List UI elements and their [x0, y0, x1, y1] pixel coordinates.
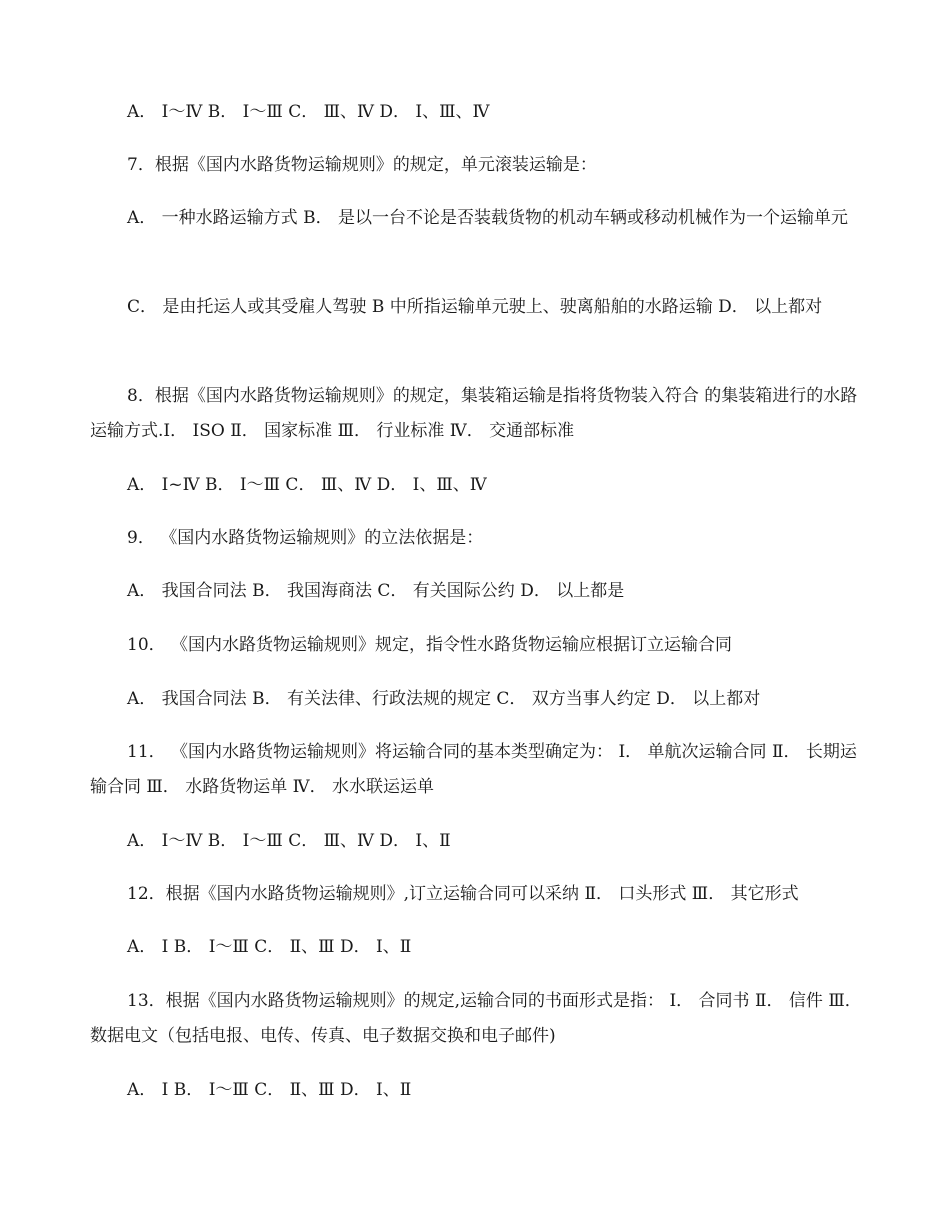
- question-13: 13．根据《国内水路货物运输规则》的规定,运输合同的书面形式是指： Ⅰ． 合同书 Ⅱ． 信件 Ⅲ． 数据电文（包括电报、电传、传真、电子数据交换和电子邮件): [90, 991, 862, 1046]
- question-7: 7．根据《国内水路货物运输规则》的规定，单元滚装运输是：: [127, 155, 597, 175]
- answer-options-12: A． Ⅰ B． Ⅰ～Ⅲ C． Ⅱ、Ⅲ D． Ⅰ、Ⅱ: [127, 937, 412, 957]
- answer-options-10: A． 我国合同法 B． 有关法律、行政法规的规定 C． 双方当事人约定 D． 以上都对: [127, 689, 761, 709]
- question-11: 11． 《国内水路货物运输规则》将运输合同的基本类型确定为： Ⅰ． 单航次运输合同 Ⅱ． 长期运输合同 Ⅲ． 水路货物运单 Ⅳ． 水水联运运单: [90, 742, 857, 797]
- answer-options-9: A． 我国合同法 B． 我国海商法 C． 有关国际公约 D． 以上都是: [127, 581, 625, 601]
- answer-options-6: A． Ⅰ～Ⅳ B． Ⅰ～Ⅲ C． Ⅲ、Ⅳ D． Ⅰ、Ⅲ、Ⅳ: [127, 102, 490, 122]
- question-8: 8．根据《国内水路货物运输规则》的规定，集装箱运输是指将货物装入符合 的集装箱进行的水路运输方式.I． ISO Ⅱ． 国家标准 Ⅲ． 行业标准 Ⅳ． 交通部标准: [90, 386, 858, 441]
- answer-options-7-cd: C． 是由托运人或其受雇人驾驶 B 中所指运输单元驶上、驶离船舶的水路运输 D． 以上都对: [127, 297, 823, 317]
- answer-options-7-ab: A． 一种水路运输方式 B． 是以一台不论是否装载货物的机动车辆或移动机械作为一个运输单元: [127, 208, 848, 228]
- question-10: 10． 《国内水路货物运输规则》规定，指令性水路货物运输应根据订立运输合同: [127, 635, 733, 655]
- question-9: 9． 《国内水路货物运输规则》的立法依据是：: [127, 528, 484, 548]
- answer-options-13: A． Ⅰ B． Ⅰ～Ⅲ C． Ⅱ、Ⅲ D． Ⅰ、Ⅱ: [127, 1080, 412, 1100]
- question-12: 12．根据《国内水路货物运输规则》,订立运输合同可以采纳 Ⅱ． 口头形式 Ⅲ． 其它形式: [127, 884, 799, 904]
- answer-options-8: A． Ⅰ~Ⅳ B． Ⅰ～Ⅲ C． Ⅲ、Ⅳ D． Ⅰ、Ⅲ、Ⅳ: [127, 475, 487, 495]
- answer-options-11: A． Ⅰ～Ⅳ B． Ⅰ～Ⅲ C． Ⅲ、Ⅳ D． Ⅰ、Ⅱ: [127, 831, 451, 851]
